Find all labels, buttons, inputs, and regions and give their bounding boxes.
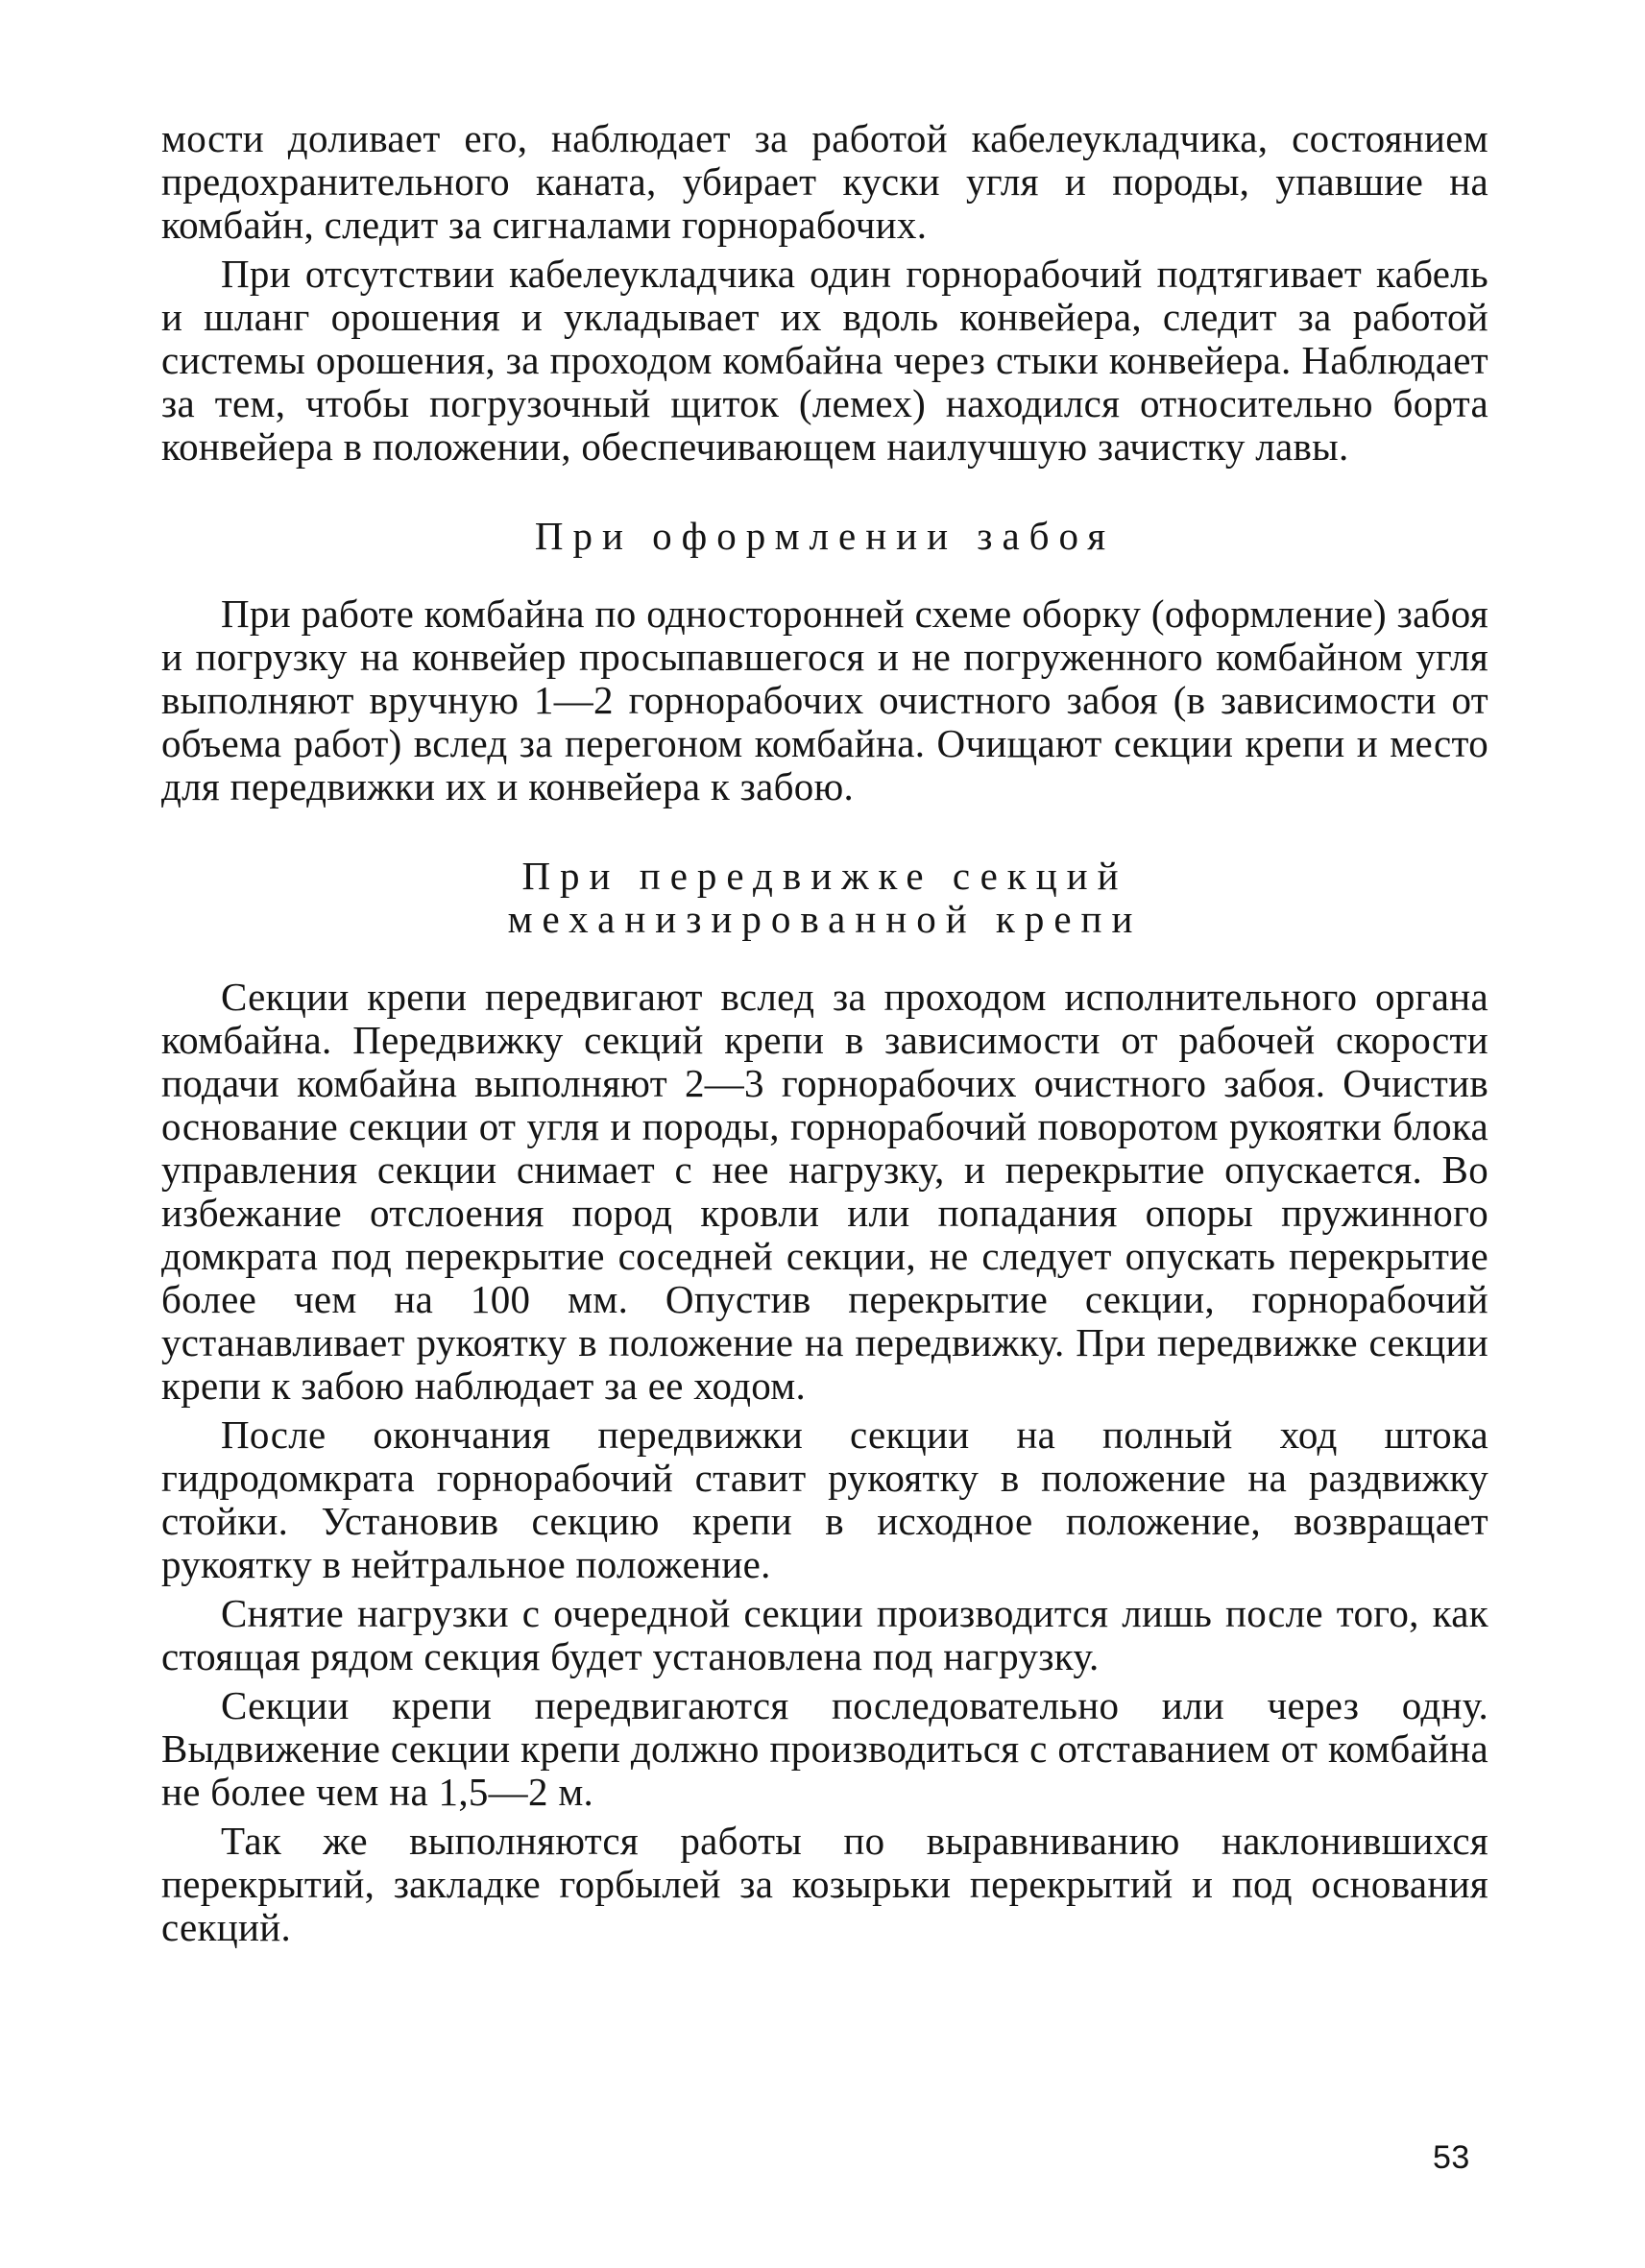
paragraph-after-advance: После окончания передвижки секции на полный ход штока гидродомкрата горнорабочий ставит рукоятку в положение на раздвижку стойки. Установив секцию крепи в исходное положение, возвращает рукоятку в нейтральное положение. [161, 1412, 1488, 1586]
paragraph-cable-handling: При отсутствии кабелеукладчика один горнорабочий подтягивает кабель и шланг орошения и укладывает их вдоль конвейера, следит за работой системы орошения, за проходом комбайна через стыки конвейера. Наблюдает за тем, чтобы погрузочный щиток (лемех) находился относительно борта конвейера в положении, обеспечивающем наилучшую зачистку лавы. [161, 252, 1488, 469]
section-heading-support-advance-line2: механизированной крепи [507, 897, 1143, 941]
section-heading-face-dressing [161, 515, 1488, 558]
paragraph-unloading-order: Снятие нагрузки с очередной секции производится лишь после того, как стоящая рядом секция будет установлена под нагрузку. [161, 1591, 1488, 1678]
section-heading-face-dressing-text: При оформлении забоя [534, 514, 1116, 558]
paragraph-advance-sequence: Секции крепи передвигаются последовательно или через одну. Выдвижение секции крепи должно производиться с отставанием от комбайна не более чем на 1,5—2 м. [161, 1683, 1488, 1814]
paragraph-face-dressing: При работе комбайна по односторонней схеме оборку (оформление) забоя и погрузку на конвейер просыпавшегося и не погруженного комбайном угля выполняют вручную 1—2 горнорабочих очистного забоя (в зависимости от объема работ) вслед за перегоном комбайна. Очищают секции крепи и место для передвижки их и конвейера к забою. [161, 591, 1488, 808]
paragraph-intro-continued: мости доливает его, наблюдает за работой кабелеукладчика, состоянием предохранительного каната, убирает куски угля и породы, упавшие на комбайн, следит за сигналами горнорабочих. [161, 116, 1488, 247]
page-number: 53 [1433, 2139, 1470, 2176]
page-content [161, 117, 1488, 1955]
paragraph-support-advance-procedure: Секции крепи передвигают вслед за проходом исполнительного органа комбайна. Передвижку секций крепи в зависимости от рабочей скорости подачи комбайна выполняют 2—3 горнорабочих очистного забоя. Очистив основание секции от угля и породы, горнорабочий поворотом рукоятки блока управления секции снимает с нее нагрузку, и перекрытие опускается. Во избежание отслоения пород кровли или попадания опоры пружинного домкрата под перекрытие соседней секции, не следует опускать перекрытие более чем на 100 мм. Опустив перекрытие секции, горнорабочий устанавливает рукоятку в положение на передвижку. При передвижке секции крепи к забою наблюдает за ее ходом. [161, 975, 1488, 1408]
section-heading-support-advance-line1: При передвижке секций [521, 854, 1128, 898]
paragraph-alignment-work: Так же выполняются работы по выравниванию наклонившихся перекрытий, закладке горбылей за козырьки перекрытий и под основания секций. [161, 1819, 1488, 1949]
section-heading-support-advance [161, 855, 1488, 941]
